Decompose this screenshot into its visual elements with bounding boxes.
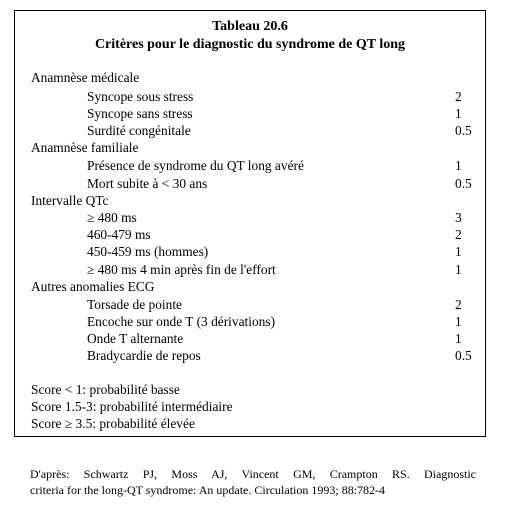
criterion-row (15, 296, 485, 313)
criterion-points: 1 (455, 244, 462, 259)
criterion-points: 0.5 (455, 176, 472, 191)
criterion-points: 2 (455, 297, 462, 312)
criterion-row (15, 330, 485, 347)
criterion-label: ≥ 480 ms (87, 210, 137, 225)
table-title: Tableau 20.6 (212, 19, 288, 34)
criterion-points: 1 (455, 262, 462, 277)
criterion-label: Syncope sous stress (87, 89, 194, 104)
criteria-table (14, 10, 486, 437)
section-heading (15, 278, 485, 295)
criterion-label: Syncope sans stress (87, 106, 193, 121)
criterion-points: 0.5 (455, 123, 472, 138)
criterion-points: 3 (455, 210, 462, 225)
criterion-label: Bradycardie de repos (87, 348, 201, 363)
reference-line: criteria for the long-QT syndrome: An update. Circulation 1993; 88:782-4 (30, 483, 386, 497)
criterion-label: Présence de syndrome du QT long avéré (87, 158, 304, 173)
criterion-row (15, 243, 485, 260)
criterion-label: Onde T alternante (87, 331, 184, 346)
criterion-label: ≥ 480 ms 4 min après fin de l'effort (87, 262, 276, 277)
score-line: Score ≥ 3.5: probabilité élevée (31, 416, 195, 431)
criterion-row (15, 88, 485, 105)
section-heading (15, 192, 485, 209)
section-name: Anamnèse familiale (31, 140, 139, 155)
criterion-row (15, 175, 485, 192)
criterion-label: Torsade de pointe (87, 297, 182, 312)
section-name: Intervalle QTc (31, 193, 109, 208)
criterion-label: Mort subite à < 30 ans (87, 176, 208, 191)
criterion-points: 2 (455, 227, 462, 242)
criterion-row (15, 313, 485, 330)
table-subtitle: Critères pour le diagnostic du syndrome de QT long (94, 37, 406, 52)
criterion-points: 1 (455, 106, 462, 121)
criterion-points: 1 (455, 314, 462, 329)
criterion-label: Surdité congénitale (87, 123, 191, 138)
section-heading (15, 139, 485, 156)
section-name: Anamnèse médicale (31, 70, 140, 85)
section-name: Autres anomalies ECG (31, 279, 155, 294)
criterion-row (15, 226, 485, 243)
score-line: Score < 1: probabilité basse (31, 382, 180, 397)
criterion-row (15, 157, 485, 174)
criterion-label: 460-479 ms (87, 227, 151, 242)
criterion-row (15, 347, 485, 364)
criterion-points: 0.5 (455, 348, 472, 363)
criterion-row (15, 209, 485, 226)
criterion-row (15, 122, 485, 139)
criterion-points: 1 (455, 158, 462, 173)
reference-line: D'après: Schwartz PJ, Moss AJ, Vincent GM, Crampton RS. Diagnostic (30, 467, 476, 481)
criterion-label: 450-459 ms (hommes) (87, 244, 209, 259)
criterion-row (15, 261, 485, 278)
criterion-points: 1 (455, 331, 462, 346)
criterion-row (15, 105, 485, 122)
score-line: Score 1.5-3: probabilité intermédiaire (31, 399, 233, 414)
section-heading (15, 69, 485, 86)
criterion-points: 2 (455, 89, 462, 104)
criterion-label: Encoche sur onde T (3 dérivations) (87, 314, 276, 329)
reference-note (30, 466, 476, 498)
